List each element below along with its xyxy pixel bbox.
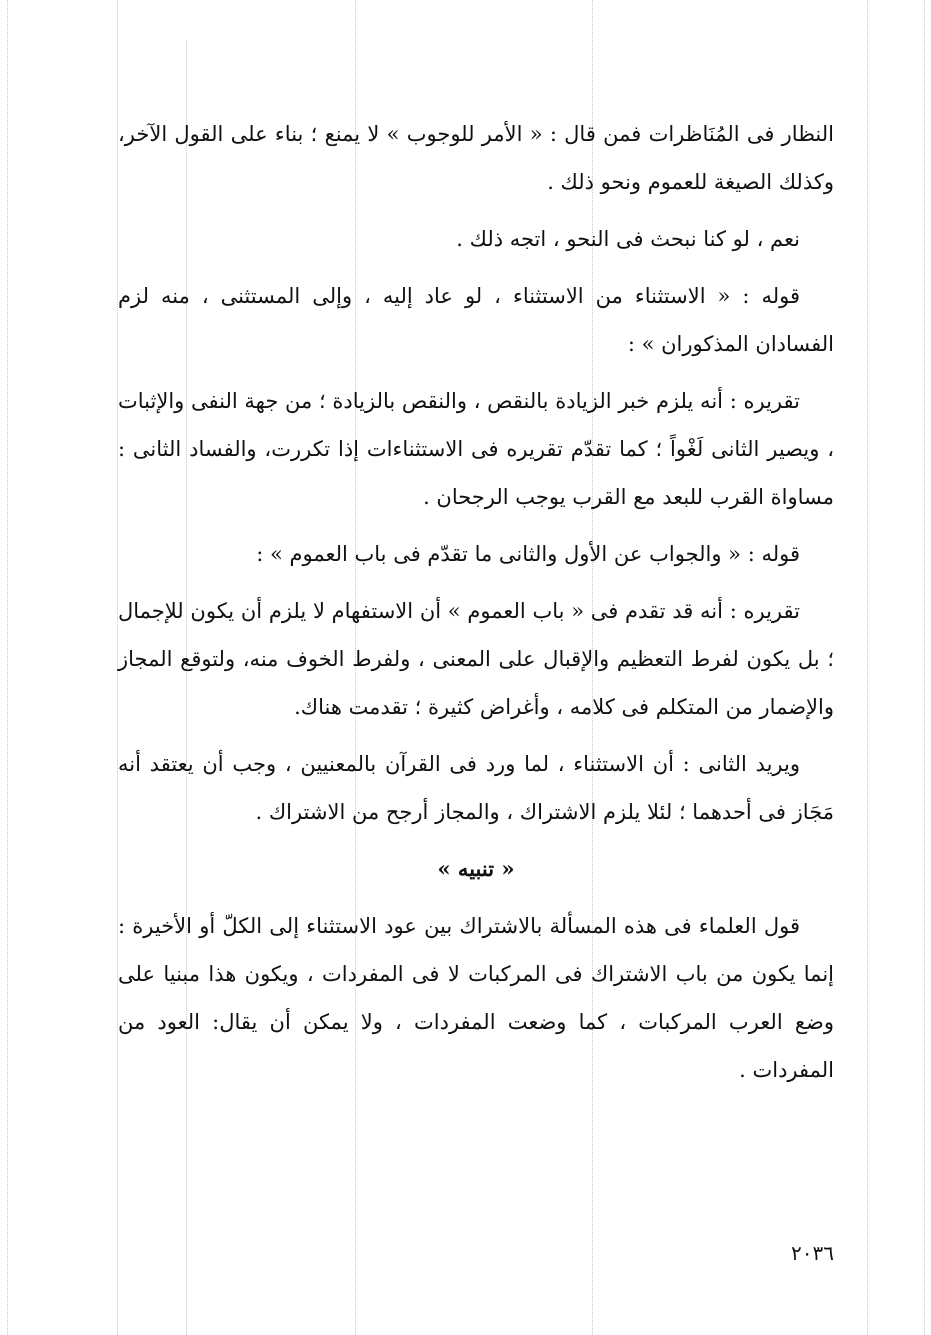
section-heading: « تنبيه » bbox=[437, 856, 515, 881]
scan-guide-line bbox=[867, 0, 868, 1335]
paragraph: قول العلماء فى هذه المسألة بالاشتراك بين عود الاستثناء إلى الكلّ أو الأخيرة : إنما يكون من باب الاشتراك فى المركبات لا فى المفردات ، ويكون هذا مبنيا على وضع العرب المركبات ، كما وضعت المفردات ، ولا يمكن أن يقال: العود من المفردات . bbox=[118, 914, 834, 1082]
scan-guide-line bbox=[924, 0, 925, 1335]
paragraph: النظار فى المُنَاظرات فمن قال : « الأمر للوجوب » لا يمنع ؛ بناء على القول الآخر، وكذلك الصيغة للعموم ونحو ذلك . bbox=[118, 122, 834, 194]
scan-guide-line bbox=[7, 0, 8, 1335]
paragraph: تقريره : أنه يلزم خبر الزيادة بالنقص ، والنقص بالزيادة ؛ من جهة النفى والإثبات ، ويصير الثانى لَغْواً ؛ كما تقدّم تقريره فى الاستثناءات إذا تكررت، والفساد الثانى : مساواة القرب للبعد مع القرب يوجب الرجحان . bbox=[118, 389, 834, 509]
paragraph: نعم ، لو كنا نبحث فى النحو ، اتجه ذلك . bbox=[456, 227, 800, 251]
paragraph: قوله : « الاستثناء من الاستثناء ، لو عاد إليه ، وإلى المستثنى ، منه لزم الفسادان المذكوران » : bbox=[118, 284, 834, 356]
body-text bbox=[118, 110, 834, 1103]
paragraph: قوله : « والجواب عن الأول والثانى ما تقدّم فى باب العموم » : bbox=[256, 542, 800, 566]
page-number: ٢٠٣٦ bbox=[791, 1241, 834, 1265]
paragraph: تقريره : أنه قد تقدم فى « باب العموم » أن الاستفهام لا يلزم أن يكون للإجمال ؛ بل يكون لفرط التعظيم والإقبال على المعنى ، ولفرط الخوف منه، ولتوقع المجاز والإضمار من المتكلم فى كلامه ، وأغراض كثيرة ؛ تقدمت هناك. bbox=[118, 599, 834, 719]
paragraph: ويريد الثانى : أن الاستثناء ، لما ورد فى القرآن بالمعنيين ، وجب أن يعتقد أنه مَجَاز فى أحدهما ؛ لئلا يلزم الاشتراك ، والمجاز أرجح من الاشتراك . bbox=[118, 752, 834, 824]
